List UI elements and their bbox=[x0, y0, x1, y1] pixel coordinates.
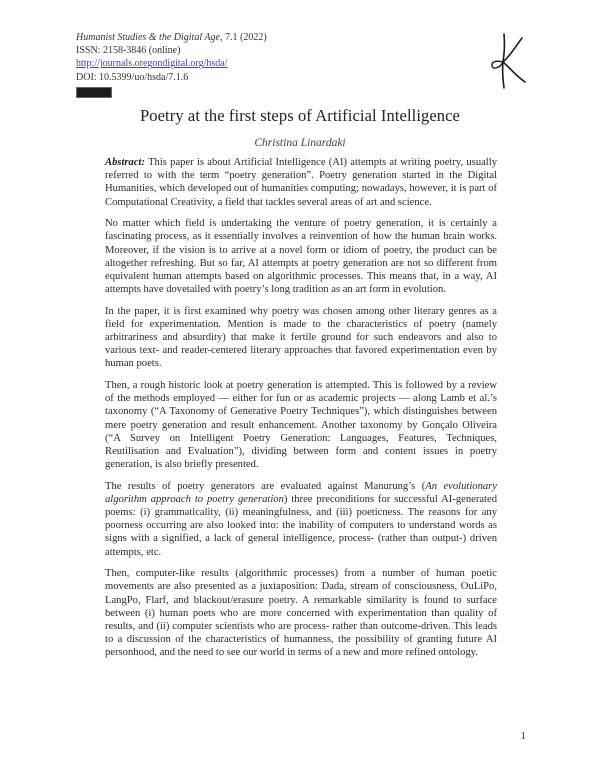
volume-info: , 7.1 (2022) bbox=[219, 32, 267, 43]
journal-url-link[interactable]: http://journals.oregondigital.org/hsda/ bbox=[76, 58, 228, 70]
abstract-text: This paper is about Artificial Intelligence (AI) attempts at writing poetry, usually referred to with the term “poetry generation”. Poetry generation started in the Digital Humanities, which developed out of humanities computing; nowadays, however, it is part of Computational Creativity, a field that tackles several areas of art and science. bbox=[105, 157, 497, 208]
body-paragraph: Then, a rough historic look at poetry generation is attempted. This is followed by a review of the methods employed — either for fun or as academic projects — along Lamb et al.’s taxonomy (“A Taxonomy of Generative Poetry Techniques”), which distinguishes between mere poetry generation and result enhancement. Another taxonomy by Gonçalo Oliveira (“A Survey on Intelligent Poetry Generation: Languages, Features, Techniques, Reutilisation and Evaluation”), dividing between form and content issues in poetry generation, is also briefly presented. bbox=[105, 379, 497, 471]
author-name: Christina Linardaki bbox=[254, 137, 346, 149]
body-paragraph: In the paper, it is first examined why poetry was chosen among other literary genres as a field for experimentation. Mention is made to the characteristics of poetry (namely arbitrariness and absurdity) that make it fertile ground for such endeavors and also to various text- and reader-centered literary approaches that favored experimentation even by human poets. bbox=[105, 305, 497, 370]
k-logo-icon bbox=[488, 32, 528, 90]
body-paragraph: No matter which field is undertaking the venture of poetry generation, it is certainly a fascinating process, as it essentially involves a reinvention of how the human brain works. Moreover, if the vision is to arrive at a novel form or idiom of poetry, the product can be altogether refreshing. But so far, AI attempts at poetry generation are not so different from equivalent human attempts based on algorithmic processes. This means that, in a way, AI attempts have dovetailed with poetry’s long tradition as an art form in evolution. bbox=[105, 218, 497, 296]
body-paragraph: Then, computer-like results (algorithmic processes) from a number of human poetic movements are also presented as a juxtaposition: Dada, stream of consciousness, OuLiPo, LangPo, Flarf, and blackout/erasure poetry. A remarkable similarity is found to surface between (i) human poets who are more concerned with experimentation than quality of results, and (ii) computer scientists who are process- rather than outcome-driven. This leads to a discussion of the characteristics of humanness, the possibility of granting future AI personhood, and the need to see our world in terms of a new and more refined ontology. bbox=[105, 568, 497, 659]
paper-body bbox=[105, 156, 497, 668]
doi: DOI: 10.5399/uo/hsda/7.1.6 bbox=[76, 71, 189, 83]
journal-citation bbox=[76, 31, 267, 44]
body-paragraph bbox=[105, 480, 497, 559]
paper-title: Poetry at the first steps of Artificial Intelligence bbox=[140, 106, 460, 125]
journal-header bbox=[76, 31, 267, 98]
cited-work-title: An evolutionary algorithm approach to poetry generation bbox=[105, 480, 497, 505]
abstract-label: Abstract: bbox=[105, 157, 146, 168]
page-number: 1 bbox=[520, 730, 526, 742]
journal-name: Humanist Studies & the Digital Age bbox=[76, 32, 220, 43]
issn: ISSN: 2158-3846 (online) bbox=[76, 45, 181, 57]
cc-license-icon[interactable] bbox=[76, 87, 112, 98]
abstract-paragraph bbox=[105, 156, 497, 209]
text-segment: ) three preconditions for successful AI-generated poems: (i) grammaticality, (ii) meaningfulness, and (iii) poeticness. The reasons for any poorness occurring are also looked into: the inability of computers to understand words as signs with a signified, a lack of general intelligence, process- (rather than output-) driven attempts, etc. bbox=[105, 493, 497, 558]
text-segment: The results of poetry generators are evaluated against Manurung’s ( bbox=[105, 480, 426, 492]
